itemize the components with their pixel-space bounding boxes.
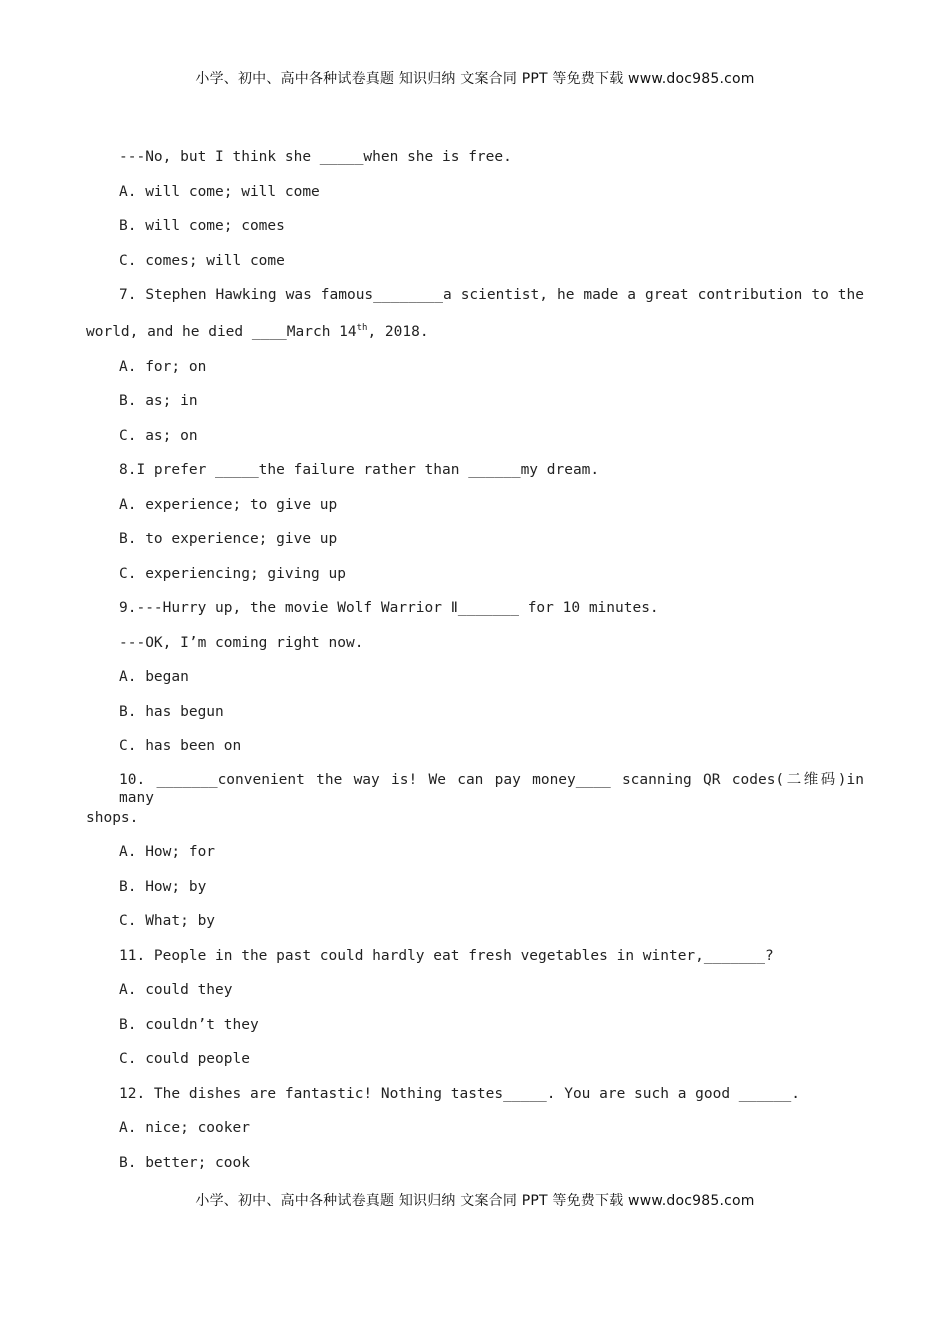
q11-option-c: C. could people <box>119 1051 250 1067</box>
q8-option-b: B. to experience; give up <box>119 531 338 547</box>
q8-option-a: A. experience; to give up <box>119 497 338 513</box>
q6-option-b: B. will come; comes <box>119 218 285 234</box>
q9-option-c: C. has been on <box>119 738 242 754</box>
q6-option-c: C. comes; will come <box>119 253 285 269</box>
q12-question: 12. The dishes are fantastic! Nothing tastes_____. You are such a good ______. <box>119 1086 800 1102</box>
q6-answer-line: ---No, but I think she _____when she is free. <box>119 149 512 165</box>
q11-option-b: B. couldn’t they <box>119 1017 259 1033</box>
q9-question-line1: 9.---Hurry up, the movie Wolf Warrior Ⅱ_______ for 10 minutes. <box>119 600 659 616</box>
q9-option-a: A. began <box>119 669 189 685</box>
q10-option-a: A. How; for <box>119 844 216 860</box>
page-footer: 小学、初中、高中各种试卷真题 知识归纳 文案合同 PPT 等免费下载 www.doc985.com <box>195 1193 755 1209</box>
q10-option-b: B. How; by <box>119 879 207 895</box>
q8-question: 8.I prefer _____the failure rather than ______my dream. <box>119 462 600 478</box>
q7-line2-end: , 2018. <box>367 324 429 340</box>
q11-question: 11. People in the past could hardly eat fresh vegetables in winter,_______? <box>119 948 774 964</box>
q7-question-line1: 7. Stephen Hawking was famous________a scientist, he made a great contribution to the <box>119 287 864 303</box>
q9-question-line2: ---OK, I’m coming right now. <box>119 635 364 651</box>
q7-superscript: th <box>356 323 368 333</box>
q7-option-c: C. as; on <box>119 428 198 444</box>
q7-option-b: B. as; in <box>119 393 198 409</box>
q7-line2-text: world, and he died ____March 14 <box>86 324 357 340</box>
q10-question-line2: shops. <box>86 810 139 826</box>
q7-question-line2 <box>86 323 429 341</box>
q12-option-a: A. nice; cooker <box>119 1120 250 1136</box>
q10-option-c: C. What; by <box>119 913 216 929</box>
page-header: 小学、初中、高中各种试卷真题 知识归纳 文案合同 PPT 等免费下载 www.doc985.com <box>195 71 755 87</box>
q11-option-a: A. could they <box>119 982 233 998</box>
q9-option-b: B. has begun <box>119 704 224 720</box>
q12-option-b: B. better; cook <box>119 1155 250 1171</box>
q7-option-a: A. for; on <box>119 359 207 375</box>
q6-option-a: A. will come; will come <box>119 184 320 200</box>
q8-option-c: C. experiencing; giving up <box>119 566 346 582</box>
q10-question-line1: 10. _______convenient the way is! We can pay money____ scanning QR codes(二维码)in many <box>119 772 864 806</box>
